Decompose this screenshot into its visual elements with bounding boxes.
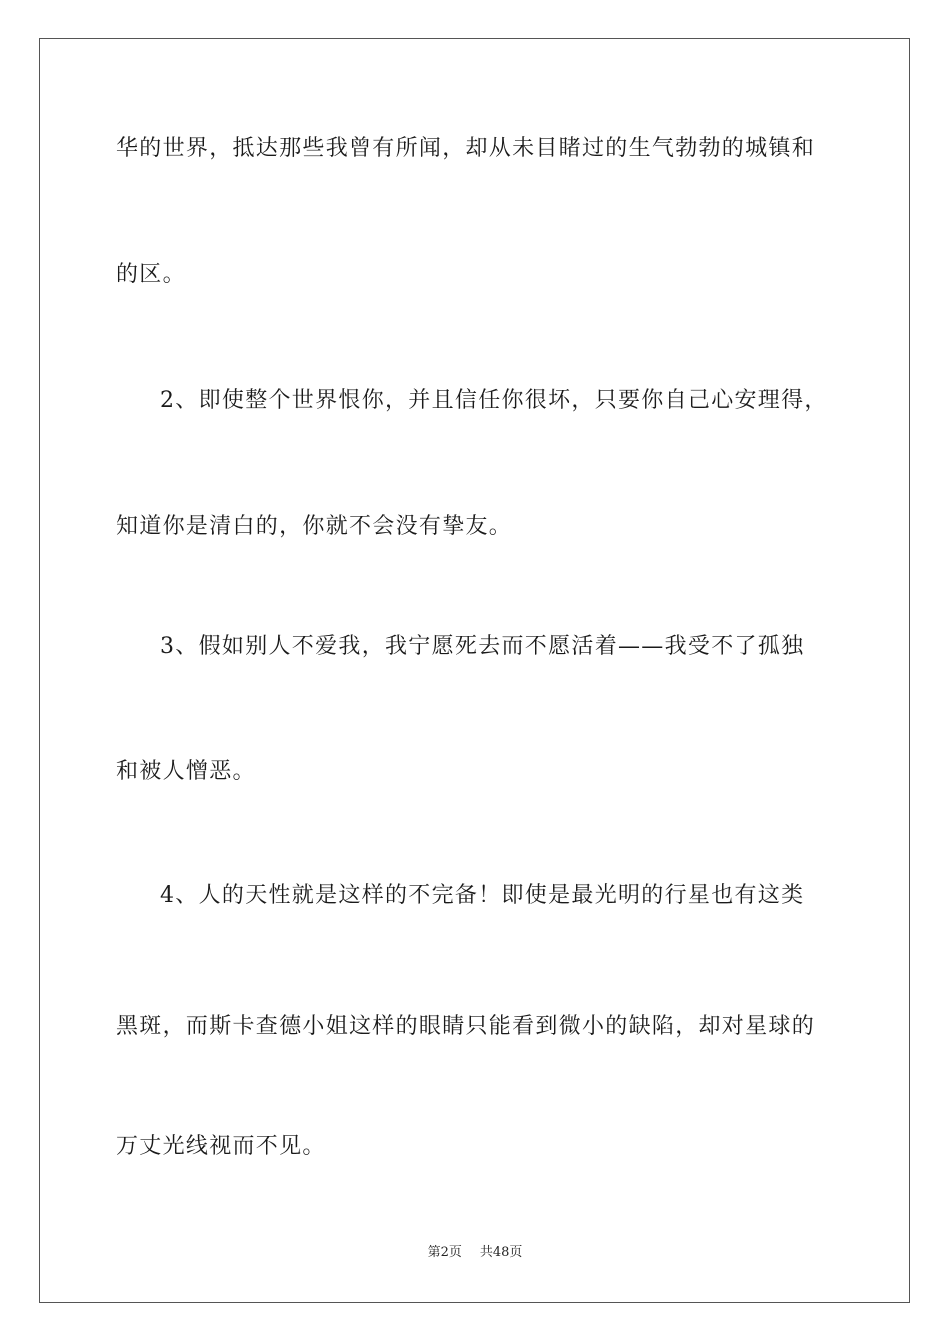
page-total: 共48页 <box>479 1245 523 1260</box>
paragraph-2-line-2: 知道你是清白的，你就不会没有挚友。 <box>116 514 513 539</box>
paragraph-1-line-1: 华的世界，抵达那些我曾有所闻，却从未目睹过的生气勃勃的城镇和 <box>116 136 816 161</box>
paragraph-3-line-2: 和被人憎恶。 <box>116 759 256 784</box>
paragraph-4-line-1: 4、人的天性就是这样的不完备！即使是最光明的行星也有这类 <box>160 883 805 908</box>
page-border <box>39 38 910 1303</box>
page-footer <box>0 1244 950 1262</box>
paragraph-4-line-3: 万丈光线视而不见。 <box>116 1134 326 1159</box>
paragraph-3-line-1: 3、假如别人不爱我，我宁愿死去而不愿活着——我受不了孤独 <box>160 634 805 659</box>
page-number: 第2页 <box>427 1245 462 1260</box>
paragraph-2-line-1: 2、即使整个世界恨你，并且信任你很坏，只要你自己心安理得， <box>160 388 828 413</box>
paragraph-4-line-2: 黑斑，而斯卡查德小姐这样的眼睛只能看到微小的缺陷，却对星球的 <box>116 1014 816 1039</box>
paragraph-1-line-2: 的区。 <box>116 262 186 287</box>
